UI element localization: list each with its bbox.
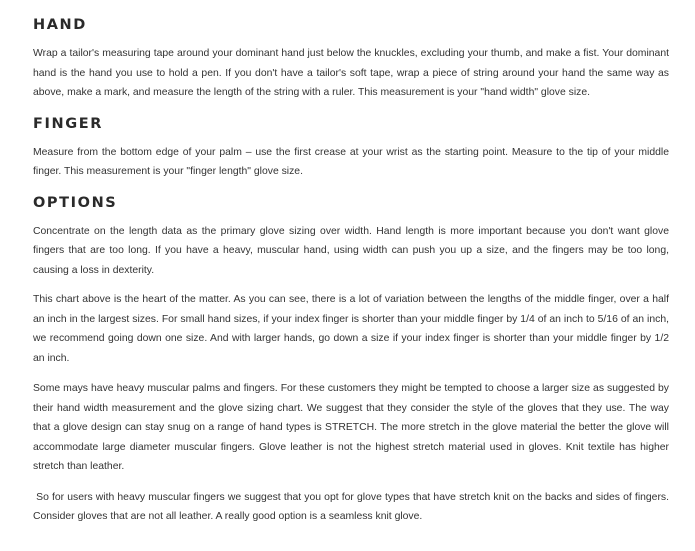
paragraph-options-length: Concentrate on the length data as the primary glove sizing over width. Hand length is more important because you don't want glove fingers that are too long. If you have a heavy, muscular hand, using width can push you up a size, and the fingers may be too long, causing a loss in dexterity.	[33, 225, 669, 276]
section-heading-hand: HAND	[33, 17, 87, 33]
paragraph-hand: Wrap a tailor's measuring tape around your dominant hand just below the knuckles, excluding your thumb, and make a fist. Your dominant hand is the hand you use to hold a pen. If you don't have a tailor's soft tape, wrap a piece of string around your hand the same way as above, make a mark, and measure the length of the string with a ruler. This measurement is your "hand width" glove size.	[33, 48, 669, 98]
paragraph-options-chart: This chart above is the heart of the matter. As you can see, there is a lot of variation between the lengths of the middle finger, over a half an inch in the largest sizes. For small hand sizes, if your index finger is shorter than your middle finger by 1/4 of an inch to 5/16 of an inch, we recommend going down one size. And with larger hands, go down a size if your index finger is shorter than your middle finger by 1/2 an inch.	[33, 294, 669, 364]
paragraph-options-stretch: Some mays have heavy muscular palms and fingers. For these customers they might be tempted to choose a larger size as suggested by their hand width measurement and the glove sizing chart. We suggest that they consider the style of the gloves that they use. The way that a glove design can stay snug on a range of hand types is STRETCH. The more stretch in the glove material the better the glove will accommodate large diameter muscular fingers. Glove leather is not the highest stretch material used in gloves. Knit textile has higher stretch than leather.	[33, 383, 669, 472]
paragraph-options-knit: So for users with heavy muscular fingers we suggest that you opt for glove types that have stretch knit on the backs and sides of fingers. Consider gloves that are not all leather. A really good option is a seamless knit glove.	[33, 491, 672, 522]
paragraph-finger: Measure from the bottom edge of your palm – use the first crease at your wrist as the starting point. Measure to the tip of your middle finger. This measurement is your "finger length" glove size.	[33, 146, 669, 177]
article-content	[33, 0, 672, 527]
section-heading-finger: FINGER	[33, 115, 104, 132]
section-heading-options: OPTIONS	[33, 194, 118, 211]
